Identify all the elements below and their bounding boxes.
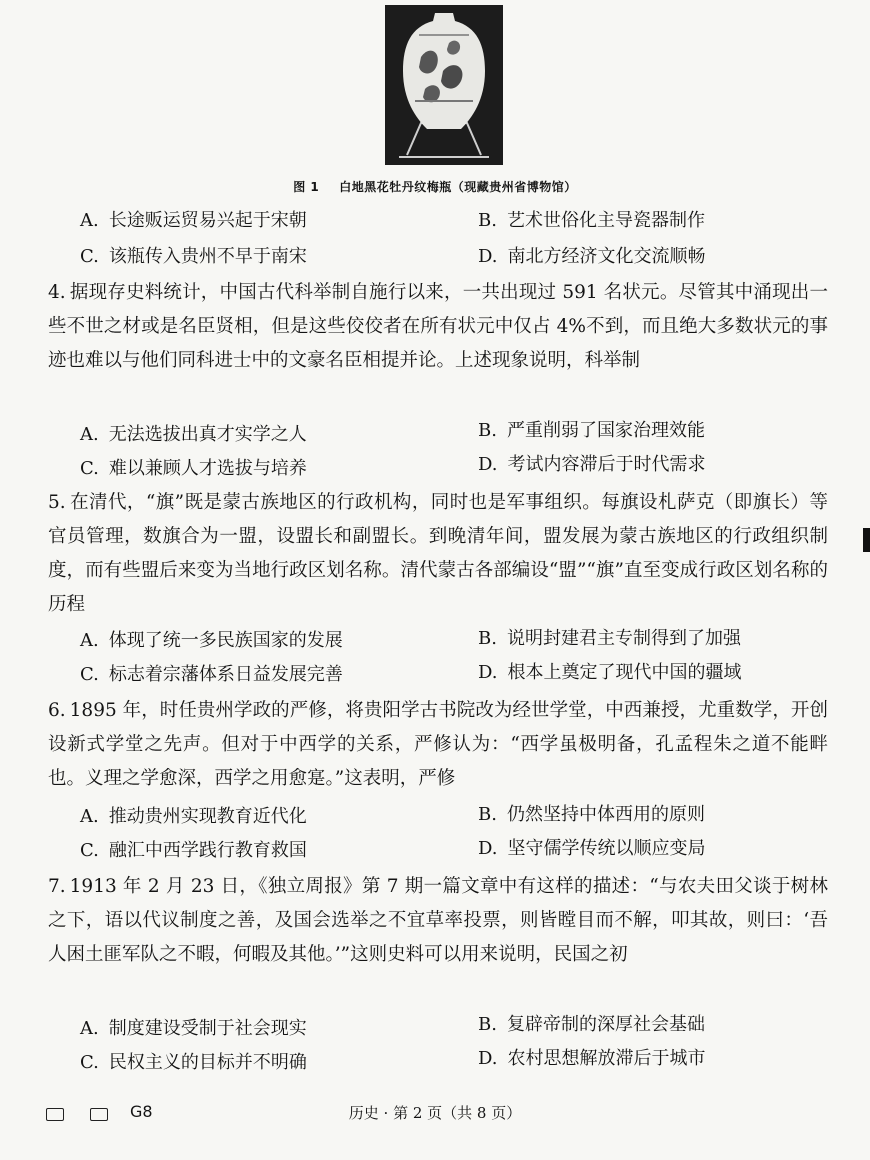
vase-photo	[385, 5, 503, 165]
page-number: 历史 · 第 2 页（共 8 页）	[348, 1104, 522, 1122]
q5-option-c[interactable]: C. 标志着宗藩体系日益发展完善	[80, 664, 343, 685]
question-5-stem: 5. 在清代，“旗”既是蒙古族地区的行政机构，同时也是军事组织。每旗设札萨克（即旗长）等官员管理，数旗合为一盟，设盟长和副盟长。到晚清年间，盟发展为蒙古族地区的行政组织制度，而有些盟后来变为当地行政区划名称。清代蒙古各部编设“盟”“旗”直至变成行政区划名称的历程	[48, 492, 828, 615]
question-4-stem: 4. 据现存史料统计，中国古代科举制自施行以来，一共出现过 591 名状元。尽管其中涌现出一些不世之材或是名臣贤相，但是这些佼佼者在所有状元中仅占 4%不到，而且绝大多数状元的事迹也难以与他们同科进士中的文豪名臣相提并论。上述现象说明，科举制	[48, 282, 828, 371]
q3-option-a[interactable]: A. 长途贩运贸易兴起于宋朝	[80, 210, 307, 231]
q3-option-d[interactable]: D. 南北方经济文化交流顺畅	[478, 246, 706, 267]
meiping-vase-icon	[385, 5, 503, 165]
figure-number: 图 1	[293, 180, 320, 194]
page-footer	[0, 1102, 870, 1126]
q4-option-b[interactable]: B. 严重削弱了国家治理效能	[478, 420, 705, 441]
q5-option-b[interactable]: B. 说明封建君主专制得到了加强	[478, 628, 741, 649]
q6-option-d[interactable]: D. 坚守儒学传统以顺应变局	[478, 838, 706, 859]
figure-caption-text: 白地黑花牡丹纹梅瓶（现藏贵州省博物馆）	[339, 180, 577, 194]
exam-code: G8	[130, 1102, 153, 1121]
q7-option-a[interactable]: A. 制度建设受制于社会现实	[80, 1018, 307, 1039]
q6-option-a[interactable]: A. 推动贵州实现教育近代化	[80, 806, 307, 827]
q6-option-c[interactable]: C. 融汇中西学践行教育救国	[80, 840, 307, 861]
question-7-stem: 7. 1913 年 2 月 23 日，《独立周报》第 7 期一篇文章中有这样的描述：“与农夫田父谈于树林之下，语以代议制度之善，及国会选举之不宜草率投票，则皆瞠目而不解，叩其故，则曰：‘吾人困土匪军队之不暇，何暇及其他。’”这则史料可以用来说明，民国之初	[48, 876, 828, 965]
q4-option-d[interactable]: D. 考试内容滞后于时代需求	[478, 454, 706, 475]
q4-option-c[interactable]: C. 难以兼顾人才选拔与培养	[80, 458, 307, 479]
binding-mark	[863, 528, 870, 552]
figure-caption	[0, 178, 870, 195]
q5-option-a[interactable]: A. 体现了统一多民族国家的发展	[80, 630, 343, 651]
q6-option-b[interactable]: B. 仍然坚持中体西用的原则	[478, 804, 705, 825]
q7-option-c[interactable]: C. 民权主义的目标并不明确	[80, 1052, 307, 1073]
q5-option-d[interactable]: D. 根本上奠定了现代中国的疆域	[478, 662, 742, 683]
q4-option-a[interactable]: A. 无法选拔出真才实学之人	[80, 424, 307, 445]
q3-option-c[interactable]: C. 该瓶传入贵州不早于南宋	[80, 246, 307, 267]
q3-option-b[interactable]: B. 艺术世俗化主导瓷器制作	[478, 210, 705, 231]
question-6-stem: 6. 1895 年，时任贵州学政的严修，将贵阳学古书院改为经世学堂，中西兼授，尤重数学，开创设新式学堂之先声。但对于中西学的关系，严修认为：“西学虽极明备，孔孟程朱之道不能畔也。义理之学愈深，西学之用愈寔。”这表明，严修	[48, 700, 828, 789]
q7-option-b[interactable]: B. 复辟帝制的深厚社会基础	[478, 1014, 705, 1035]
q7-option-d[interactable]: D. 农村思想解放滞后于城市	[478, 1048, 706, 1069]
